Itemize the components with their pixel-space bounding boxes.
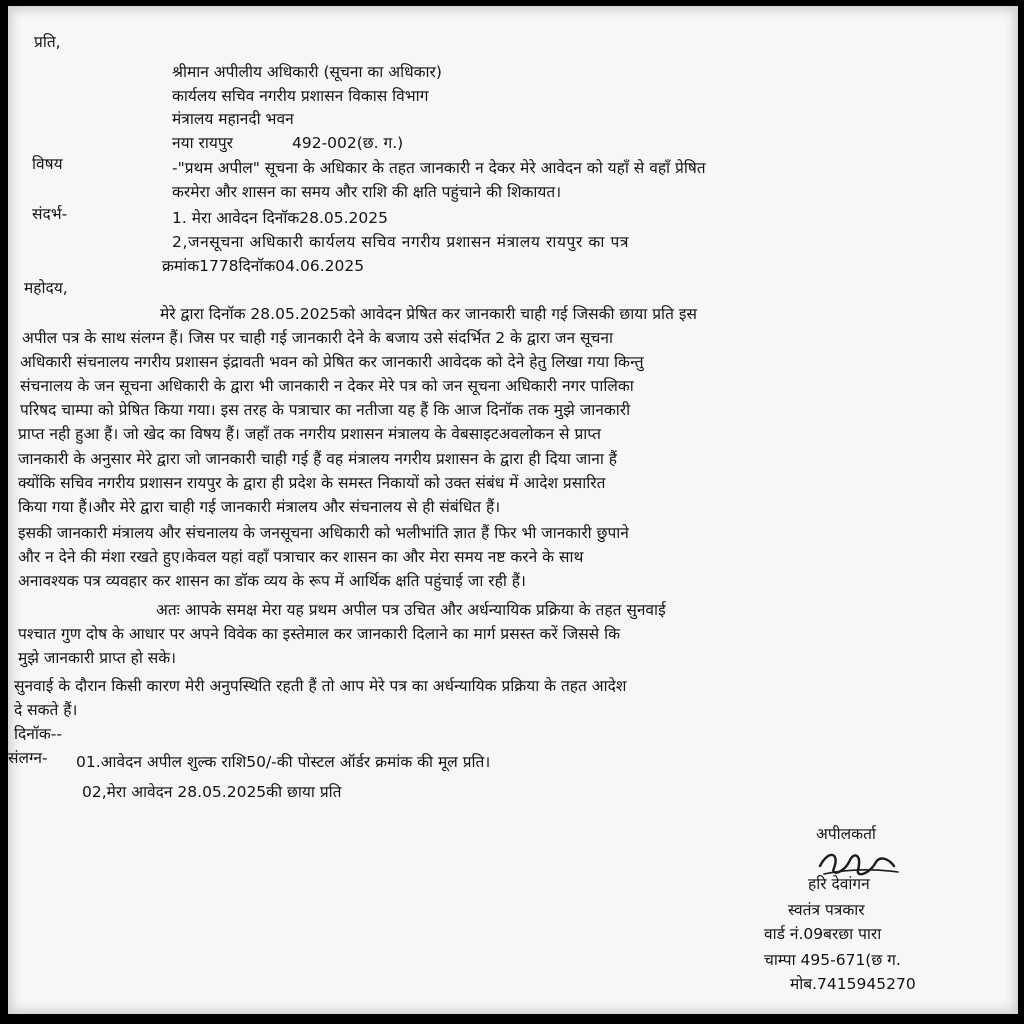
- subject-label: विषय: [32, 155, 63, 173]
- addressee-line2: कार्यलय सचिव नगरीय प्रशासन विकास विभाग: [172, 87, 429, 105]
- body-line: परिषद चाम्पा को प्रेषित किया गया। इस तरह के पत्राचार का नतीजा यह हैं कि आज दिनॉक तक मुझे जानकारी: [20, 401, 631, 419]
- enclosure-item2: 02,मेरा आवेदन 28.05.2025की छाया प्रति: [82, 783, 342, 801]
- body-line: क्योंकि सचिव नगरीय प्रशासन रायपुर के द्वारा ही प्रदेश के समस्त निकायों को उक्त संबंध में आदेश प्रसारित: [18, 474, 606, 492]
- salutation: महोदय,: [24, 279, 68, 297]
- letter-page: [8, 6, 1018, 1014]
- sender-ward: वार्ड नं.09बरछा पारा: [764, 925, 882, 943]
- sender-name: हरि देवांगन: [808, 875, 870, 893]
- body-line: दे सकते हैं।: [14, 701, 78, 719]
- sender-role: अपीलकर्ता: [816, 825, 876, 843]
- sender-profession: स्वतंत्र पत्रकार: [788, 901, 865, 919]
- addressee-city: नया रायपुर: [172, 134, 234, 152]
- body-line: मुझे जानकारी प्राप्त हो सके।: [18, 649, 177, 667]
- body-line: इसकी जानकारी मंत्रालय और संचनालय के जनसूचना अधिकारी को भलीभांति ज्ञात हैं फिर भी जानकारी छुपाने: [18, 524, 629, 542]
- subject-line1: -"प्रथम अपील" सूचना के अधिकार के तहत जानकारी न देकर मेरे आवेदन को यहाँ से वहाँ प्रेषित: [172, 159, 706, 177]
- enclosure-item1: 01.आवेदन अपील शुल्क राशि50/-की पोस्टल ऑर्डर क्रमांक की मूल प्रति।: [76, 753, 491, 771]
- sender-mobile: मोब.7415945270: [790, 975, 916, 993]
- body-line: मेरे द्वारा दिनॉक 28.05.2025को आवेदन प्रेषित कर जानकारी चाही गई जिसकी छाया प्रति इस: [160, 305, 697, 323]
- to-label: प्रति,: [34, 33, 61, 51]
- addressee-pin: 492-002(छ. ग.): [292, 134, 404, 152]
- body-line: अनावश्यक पत्र व्यवहार कर शासन का डॉक व्यय के रूप में आर्थिक क्षति पहुंचाई जा रही हैं।: [18, 572, 526, 590]
- addressee-line3: मंत्रालय महानदी भवन: [172, 110, 294, 128]
- enclosure-label: संलग्न-: [8, 749, 48, 767]
- body-line: अधिकारी संचनालय नगरीय प्रशासन इंद्रावती भवन को प्रेषित कर जानकारी आवेदक को देने हेतु लिखा गया किन्तु: [20, 353, 644, 371]
- body-line: संचनालय के जन सूचना अधिकारी के द्वारा भी जानकारी न देकर मेरे पत्र को जन सूचना अधिकारी नगर पालिका: [20, 377, 634, 395]
- body-line: सुनवाई के दौरान किसी कारण मेरी अनुपस्थिति रहती हैं तो आप मेरे पत्र का अर्धन्यायिक प्रक्रिया के तहत आदेश: [14, 677, 627, 695]
- body-line: प्राप्त नही हुआ हैं। जो खेद का विषय हैं। जहाँ तक नगरीय प्रशासन मंत्रालय के वेबसाइटअवलोकन से प्राप्त: [18, 425, 601, 443]
- date-label: दिनॉक--: [14, 725, 62, 743]
- reference-item1: 1. मेरा आवेदन दिनॉक28.05.2025: [172, 209, 388, 227]
- subject-line2: करमेरा और शासन का समय और राशि की क्षति पहुंचाने की शिकायत।: [172, 183, 562, 201]
- body-line: जानकारी के अनुसार मेरे द्वारा जो जानकारी चाही गई हैं वह मंत्रालय नगरीय प्रशासन के द्वारा ही दिया जाना हैं: [18, 450, 618, 468]
- addressee-line1: श्रीमान अपीलीय अधिकारी (सूचना का अधिकार): [172, 63, 442, 81]
- body-line: और न देने की मंशा रखते हुए।केवल यहां वहाँ पत्राचार कर शासन का और मेरा समय नष्ट करने के साथ: [18, 548, 584, 566]
- reference-item2-line2: क्रमांक1778दिनॉक04.06.2025: [162, 257, 365, 275]
- body-line: किया गया हैं।और मेरे द्वारा चाही गई जानकारी मंत्रालय और संचनालय से ही संबंधित हैं।: [18, 498, 501, 516]
- sender-city: चाम्पा 495-671(छ ग.: [764, 951, 901, 969]
- body-line: अतः आपके समक्ष मेरा यह प्रथम अपील पत्र उचित और अर्धन्यायिक प्रक्रिया के तहत सुनवाई: [156, 601, 666, 619]
- body-line: पश्चात गुण दोष के आधार पर अपने विवेक का इस्तेमाल कर जानकारी दिलाने का मार्ग प्रसस्त करें जिससे कि: [18, 625, 621, 643]
- body-line: अपील पत्र के साथ संलग्न हैं। जिस पर चाही गई जानकारी देने के बजाय उसे संदर्भित 2 के द्वारा जन सूचना: [22, 329, 613, 347]
- reference-item2-line1: 2,जनसूचना अधिकारी कार्यलय सचिव नगरीय प्रशासन मंत्रालय रायपुर का पत्र: [172, 233, 630, 251]
- reference-label: संदर्भ-: [32, 205, 68, 223]
